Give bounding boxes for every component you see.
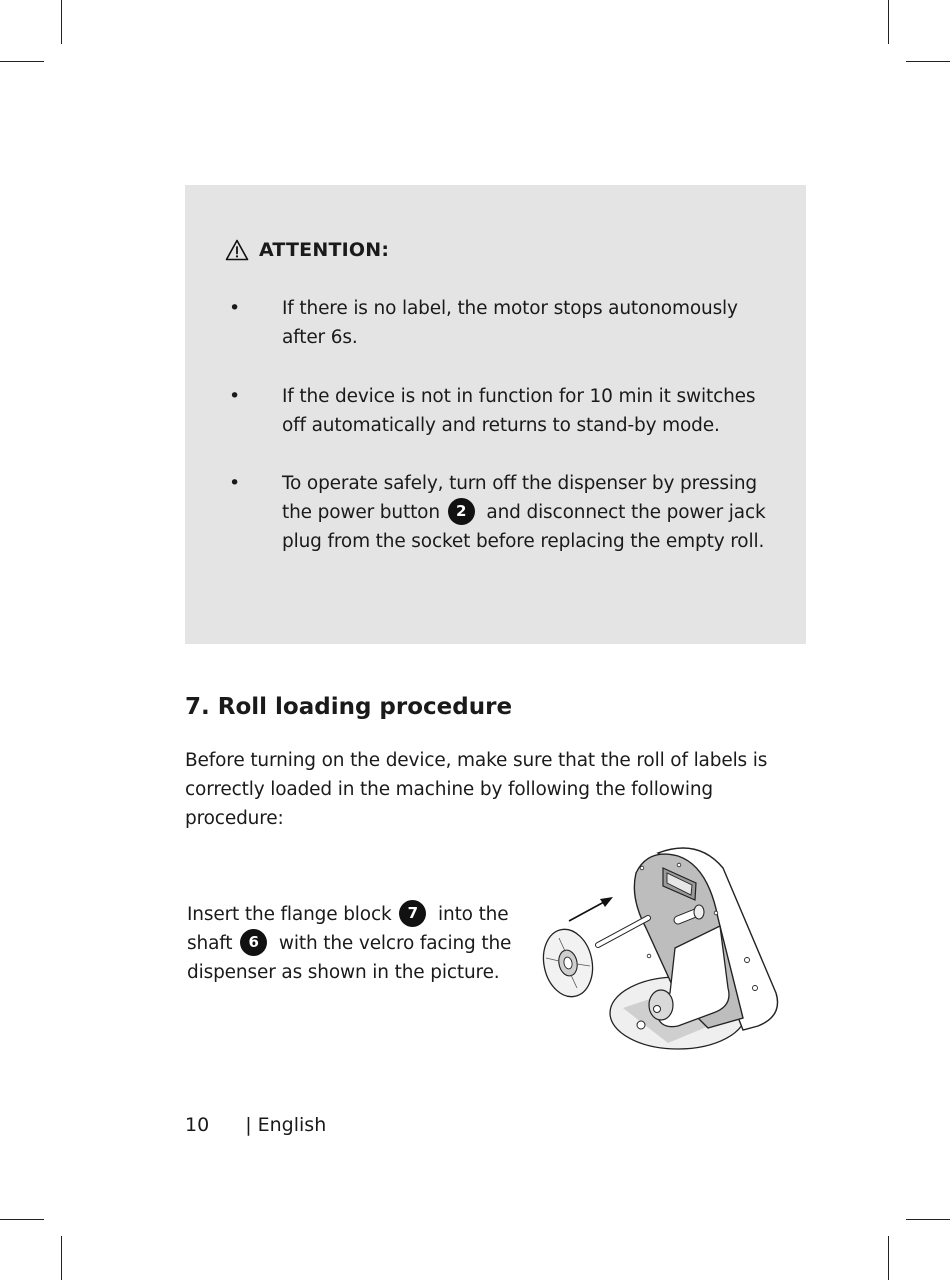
language-label: | English [245, 1114, 327, 1136]
attention-heading [225, 239, 389, 261]
section-heading: 7. Roll loading procedure [185, 694, 513, 720]
attention-item: To operate safely, turn off the dispenser by pressing the power button 2 and disconnect the power jack plug from the socket before replacing the empty roll. [282, 473, 766, 552]
shaft-number-badge: 6 [240, 929, 267, 956]
attention-item: If there is no label, the motor stops autonomously after 6s. [282, 298, 738, 348]
crop-mark [0, 1219, 44, 1220]
intro-paragraph: Before turning on the device, make sure that the roll of labels is correctly loaded in the machine by following the following procedure: [185, 750, 768, 829]
power-button-number-badge: 2 [448, 498, 475, 525]
bullet: • [229, 385, 241, 407]
crop-mark [61, 0, 62, 44]
flange-block-number-badge: 7 [399, 900, 426, 927]
crop-mark [906, 1219, 950, 1220]
step-instruction: Insert the flange block 7 into the shaft 6 with the velcro facing the dispenser as shown in the picture. [187, 900, 522, 987]
page-number: 10 [185, 1114, 210, 1136]
crop-mark [0, 61, 44, 62]
dispenser-illustration [538, 838, 788, 1058]
crop-mark [888, 1236, 889, 1280]
page-footer [185, 1114, 326, 1136]
crop-mark [888, 0, 889, 44]
attention-box [185, 185, 806, 644]
bullet: • [229, 472, 241, 494]
bullet: • [229, 297, 241, 319]
attention-title: ATTENTION: [259, 239, 390, 261]
warning-triangle-icon [225, 239, 249, 261]
crop-mark [906, 61, 950, 62]
attention-item: If the device is not in function for 10 min it switches off automatically and returns to stand-by mode. [282, 386, 756, 436]
crop-mark [61, 1236, 62, 1280]
